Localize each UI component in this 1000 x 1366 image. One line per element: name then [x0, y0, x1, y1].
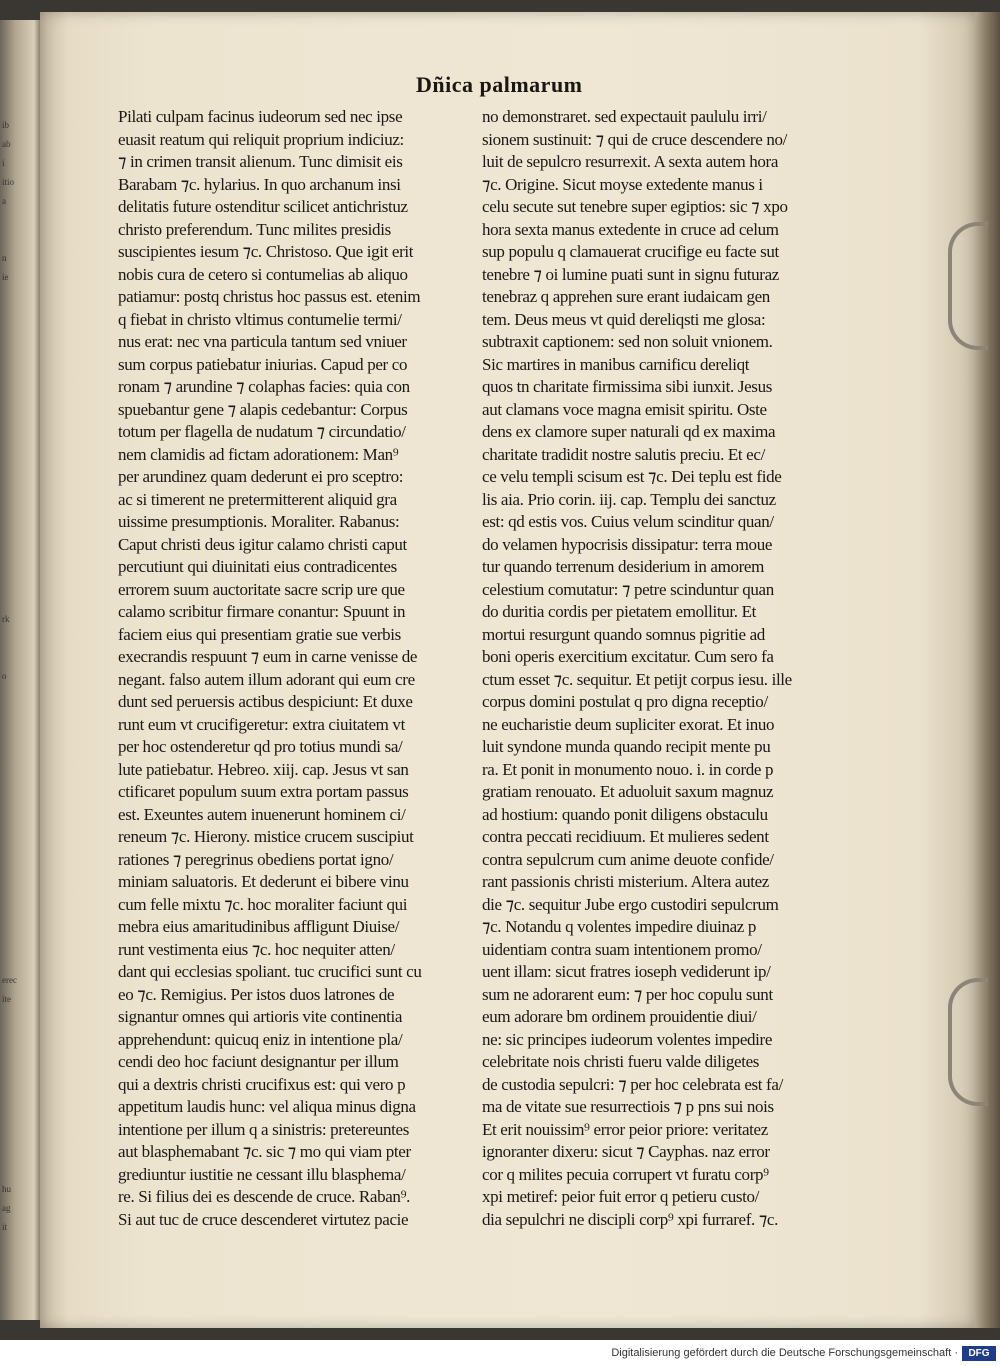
text-line: ctificaret populum suum extra portam passus — [118, 782, 409, 801]
text-line: dunt sed peruersis actibus despiciunt: Et duxe — [118, 692, 413, 711]
text-line: subtraxit captionem: sed non soluit vnionem. — [482, 332, 773, 351]
text-line: charitate tradidit nostre salutis preciu. Et ec/ — [482, 444, 765, 464]
text-line: ne: sic principes iudeorum volentes impedire — [482, 1029, 773, 1049]
text-line: sup populu q clamauerat crucifige eu facte sut — [482, 242, 779, 261]
text-line: quos tn charitate firmissima sibi iunxit. Jesus — [482, 377, 772, 396]
text-line: dens ex clamore super naturali qd ex maxima — [482, 422, 776, 441]
text-line: euasit reatum qui reliquit proprium indiciuz: — [118, 129, 404, 149]
text-line: xpi metiref: peior fuit error q petieru custo/ — [482, 1187, 760, 1206]
text-line: ronam ⁊ arundine ⁊ colaphas facies: quia con — [118, 377, 410, 396]
text-line: per arundinez quam dederunt ei pro sceptro: — [118, 467, 404, 486]
text-line: faciem eius qui presentiam gratie sue verbis — [118, 624, 401, 644]
text-line: per hoc ostenderetur qd pro totius mundi sa/ — [118, 737, 403, 756]
text-line: Si aut tuc de cruce descenderet virtutez pacie — [118, 1209, 409, 1229]
text-line: sionem sustinuit: ⁊ qui de cruce descendere no/ — [482, 129, 787, 149]
text-line: est. Exeuntes autem inuenerunt hominem ci/ — [118, 804, 406, 824]
text-line: celu secute sut tenebre super egiptios: sic ⁊ xpo — [482, 197, 788, 216]
text-line: intentione per illum q a sinistris: pretereuntes — [118, 1119, 410, 1139]
text-line: sum ne adorarent eum: ⁊ per hoc copulu sunt — [482, 984, 773, 1004]
text-line: dia sepulchri ne discipli corp⁹ xpi furraref. ⁊c. — [482, 1209, 779, 1229]
text-line: ⁊c. Notandu q volentes impedire diuinaz p — [482, 917, 757, 936]
text-line: tenebre ⁊ oi lumine puati sunt in signu futuraz — [482, 264, 779, 284]
text-line: contra peccati recidiuum. Et mulieres sedent — [482, 827, 769, 846]
text-line: do velamen hypocrisis dissipatur: terra moue — [482, 534, 773, 554]
text-line: no demonstraret. sed expectauit paululu irri/ — [482, 107, 767, 126]
text-line: nem clamidis ad fictam adorationem: Man⁹ — [118, 444, 399, 464]
text-line: contra sepulcrum cum anime deuote confide/ — [482, 849, 774, 869]
text-line: totum per flagella de nudatum ⁊ circundatio/ — [118, 422, 406, 441]
text-line: re. Si filius dei es descende de cruce. Raban⁹. — [118, 1187, 411, 1206]
text-line: grediuntur iustitie ne cessant illu blasphema/ — [118, 1164, 406, 1184]
text-line: negant. falso autem illum adorant qui eum cre — [118, 669, 415, 689]
text-line: lute patiebatur. Hebreo. xiij. cap. Jesus vt san — [118, 759, 409, 779]
text-line: corpus domini postulat q pro digna receptio/ — [482, 692, 768, 711]
text-line: eo ⁊c. Remigius. Per istos duos latrones de — [118, 984, 395, 1004]
text-line: Barabam ⁊c. hylarius. In quo archanum insi — [118, 174, 401, 194]
text-column-right — [482, 106, 848, 1231]
text-line: nobis cura de cetero si contumelias ab aliquo — [118, 264, 408, 284]
binding-clasp-bottom — [948, 978, 988, 1106]
text-line: ma de vitate sue resurrectiois ⁊ p pns sui nois — [482, 1097, 774, 1116]
text-column-left — [118, 106, 484, 1231]
text-line: ac si timerent ne pretermitterent aliquid gra — [118, 489, 397, 509]
text-line: luit de sepulcro resurrexit. A sexta autem hora — [482, 152, 779, 171]
text-line: ad hostium: quando ponit diligens obstaculu — [482, 804, 768, 824]
text-line: tem. Deus meus vt quid dereliqsti me glosa: — [482, 309, 766, 329]
text-line: Et erit nouissim⁹ error peior priore: veritatez — [482, 1119, 768, 1139]
text-line: runt eum vt crucifigeretur: extra ciuitatem vt — [118, 714, 405, 734]
text-line: errorem suum auctoritate sacre scrip ure que — [118, 579, 405, 599]
text-line: qui a dextris christi crucifixus est: qui vero p — [118, 1074, 406, 1094]
text-line: tenebraz q apprehen sure erant iudaicam gen — [482, 287, 770, 306]
facing-page-fragment: ag — [2, 1203, 11, 1213]
dfg-logo: DFG — [962, 1346, 996, 1361]
facing-page-fragment: o — [2, 671, 7, 681]
facing-page-fragment: ie — [2, 272, 9, 282]
binding-clasp-top — [948, 222, 988, 350]
text-line: de custodia sepulcri: ⁊ per hoc celebrata est fa/ — [482, 1074, 783, 1094]
text-line: uent illam: sicut fratres ioseph vediderunt ip/ — [482, 962, 771, 981]
text-line: ignoranter dixeru: sicut ⁊ Cayphas. naz error — [482, 1142, 770, 1161]
text-line: die ⁊c. sequitur Jube ergo custodiri sepulcrum — [482, 894, 779, 914]
text-line: dant qui ecclesias spoliant. tuc crucifici sunt cu — [118, 962, 422, 981]
facing-page-fragment: ab — [2, 139, 11, 149]
text-line: apprehendunt: quicuq eniz in intentione pla/ — [118, 1029, 403, 1049]
text-line: ⁊c. Origine. Sicut moyse extedente manus i — [482, 174, 763, 194]
facing-page-fragment: it — [2, 1222, 8, 1232]
text-line: aut blasphemabant ⁊c. sic ⁊ mo qui viam pter — [118, 1142, 411, 1161]
text-line: runt vestimenta eius ⁊c. hoc nequiter atten/ — [118, 939, 395, 959]
text-line: execrandis respuunt ⁊ eum in carne venisse de — [118, 647, 418, 666]
text-line: rationes ⁊ peregrinus obediens portat igno/ — [118, 849, 394, 869]
text-line: mebra eius amaritudinibus affligunt Diuise/ — [118, 917, 400, 936]
text-line: cor q milites pecuia corrupert vt furatu corp⁹ — [482, 1164, 769, 1184]
facing-page-edge — [0, 20, 40, 1320]
facing-page-fragment: n — [2, 253, 7, 263]
text-line: uidentiam contra suam intentionem promo/ — [482, 939, 762, 959]
text-line: ra. Et ponit in monumento nouo. i. in corde p — [482, 759, 774, 779]
text-line: patiamur: postq christus hoc passus est. etenim — [118, 287, 421, 306]
text-line: Caput christi deus igitur calamo christi caput — [118, 534, 407, 554]
footer-bar — [0, 1342, 1000, 1366]
text-line: tur quando terrenum desiderium in amorem — [482, 557, 764, 576]
text-line: cendi deo hoc faciunt designantur per illum — [118, 1052, 399, 1071]
text-line: boni operis exercitium excitatur. Cum sero fa — [482, 647, 774, 666]
facing-page-fragment: ib — [2, 120, 10, 130]
text-line: eum adorare bm ordinem prouidentie diui/ — [482, 1007, 757, 1026]
text-line: Sic martires in manibus carnificu dereliqt — [482, 354, 750, 374]
text-line: hora sexta manus extedente in cruce ad celum — [482, 219, 779, 239]
text-line: reneum ⁊c. Hierony. mistice crucem suscipiut — [118, 827, 414, 846]
text-line: spuebantur gene ⁊ alapis cedebantur: Corpus — [118, 399, 408, 419]
text-line: do duritia cordis per pietatem emollitur. Et — [482, 602, 756, 621]
text-line: percutiunt qui diuinitati eius contradicentes — [118, 557, 397, 576]
text-line: ctum esset ⁊c. sequitur. Et petijt corpus iesu. ille — [482, 669, 792, 689]
text-line: gratiam renouato. Et aduoluit saxum magnuz — [482, 782, 774, 801]
text-line: calamo scribitur firmare conantur: Spuunt in — [118, 602, 406, 621]
text-line: celestium comutatur: ⁊ petre scinduntur quan — [482, 579, 774, 599]
text-line: lis aia. Prio corin. iij. cap. Templu dei sanctuz — [482, 489, 776, 509]
facing-page-fragment: ite — [2, 994, 11, 1004]
text-line: sum corpus patiebatur iniurias. Capud per co — [118, 354, 408, 374]
page-fore-edge — [975, 12, 1000, 1328]
text-line: ne eucharistie deum supliciter exorat. Et inuo — [482, 714, 775, 734]
text-line: christo preferendum. Tunc milites presidis — [118, 219, 391, 239]
text-line: miniam saluatoris. Et dederunt ei bibere vinu — [118, 872, 409, 891]
text-line: signantur omnes qui artioris vite continentia — [118, 1007, 403, 1026]
text-line: Pilati culpam facinus iudeorum sed nec ipse — [118, 107, 403, 126]
facing-page-fragment: i — [2, 158, 5, 168]
text-line: delitatis future ostenditur scilicet antichristuz — [118, 197, 408, 216]
facing-page-fragment: rk — [2, 614, 10, 624]
text-line: q fiebat in christo vltimus contumelie termi/ — [118, 309, 402, 329]
text-line: nus erat: nec vna particula tantum sed vniuer — [118, 332, 407, 351]
facing-page-fragment: a — [2, 196, 6, 206]
funding-credit: Digitalisierung gefördert durch die Deutsche Forschungsgemeinschaft · — [611, 1347, 958, 1359]
text-line: ce velu templi scisum est ⁊c. Dei teplu est fide — [482, 467, 782, 486]
text-line: cum felle mixtu ⁊c. hoc moraliter faciunt qui — [118, 894, 408, 914]
text-line: suscipientes iesum ⁊c. Christoso. Que igit erit — [118, 242, 414, 261]
text-line: rant passionis christi misterium. Altera autez — [482, 872, 769, 891]
facing-page-fragment: itio — [2, 177, 15, 187]
facing-page-fragment: erec — [2, 975, 17, 985]
facing-page-fragment: hu — [2, 1184, 11, 1194]
text-line: uissime presumptionis. Moraliter. Rabanus: — [118, 512, 400, 531]
running-head: Dñica palmarum — [416, 72, 583, 97]
text-line: celebritate nois christi fueru valde diligetes — [482, 1052, 760, 1071]
text-line: luit syndone munda quando recipit mente pu — [482, 737, 771, 756]
text-line: est: qd estis vos. Cuius velum scinditur quan/ — [482, 512, 774, 531]
text-line: ⁊ in crimen transit alienum. Tunc dimisit eis — [118, 152, 403, 171]
text-line: aut clamans voce magna emisit spiritu. Oste — [482, 399, 767, 419]
text-line: appetitum laudis hunc: vel aliqua minus digna — [118, 1097, 416, 1116]
text-line: mortui resurgunt quando somnus pigritie ad — [482, 624, 765, 644]
